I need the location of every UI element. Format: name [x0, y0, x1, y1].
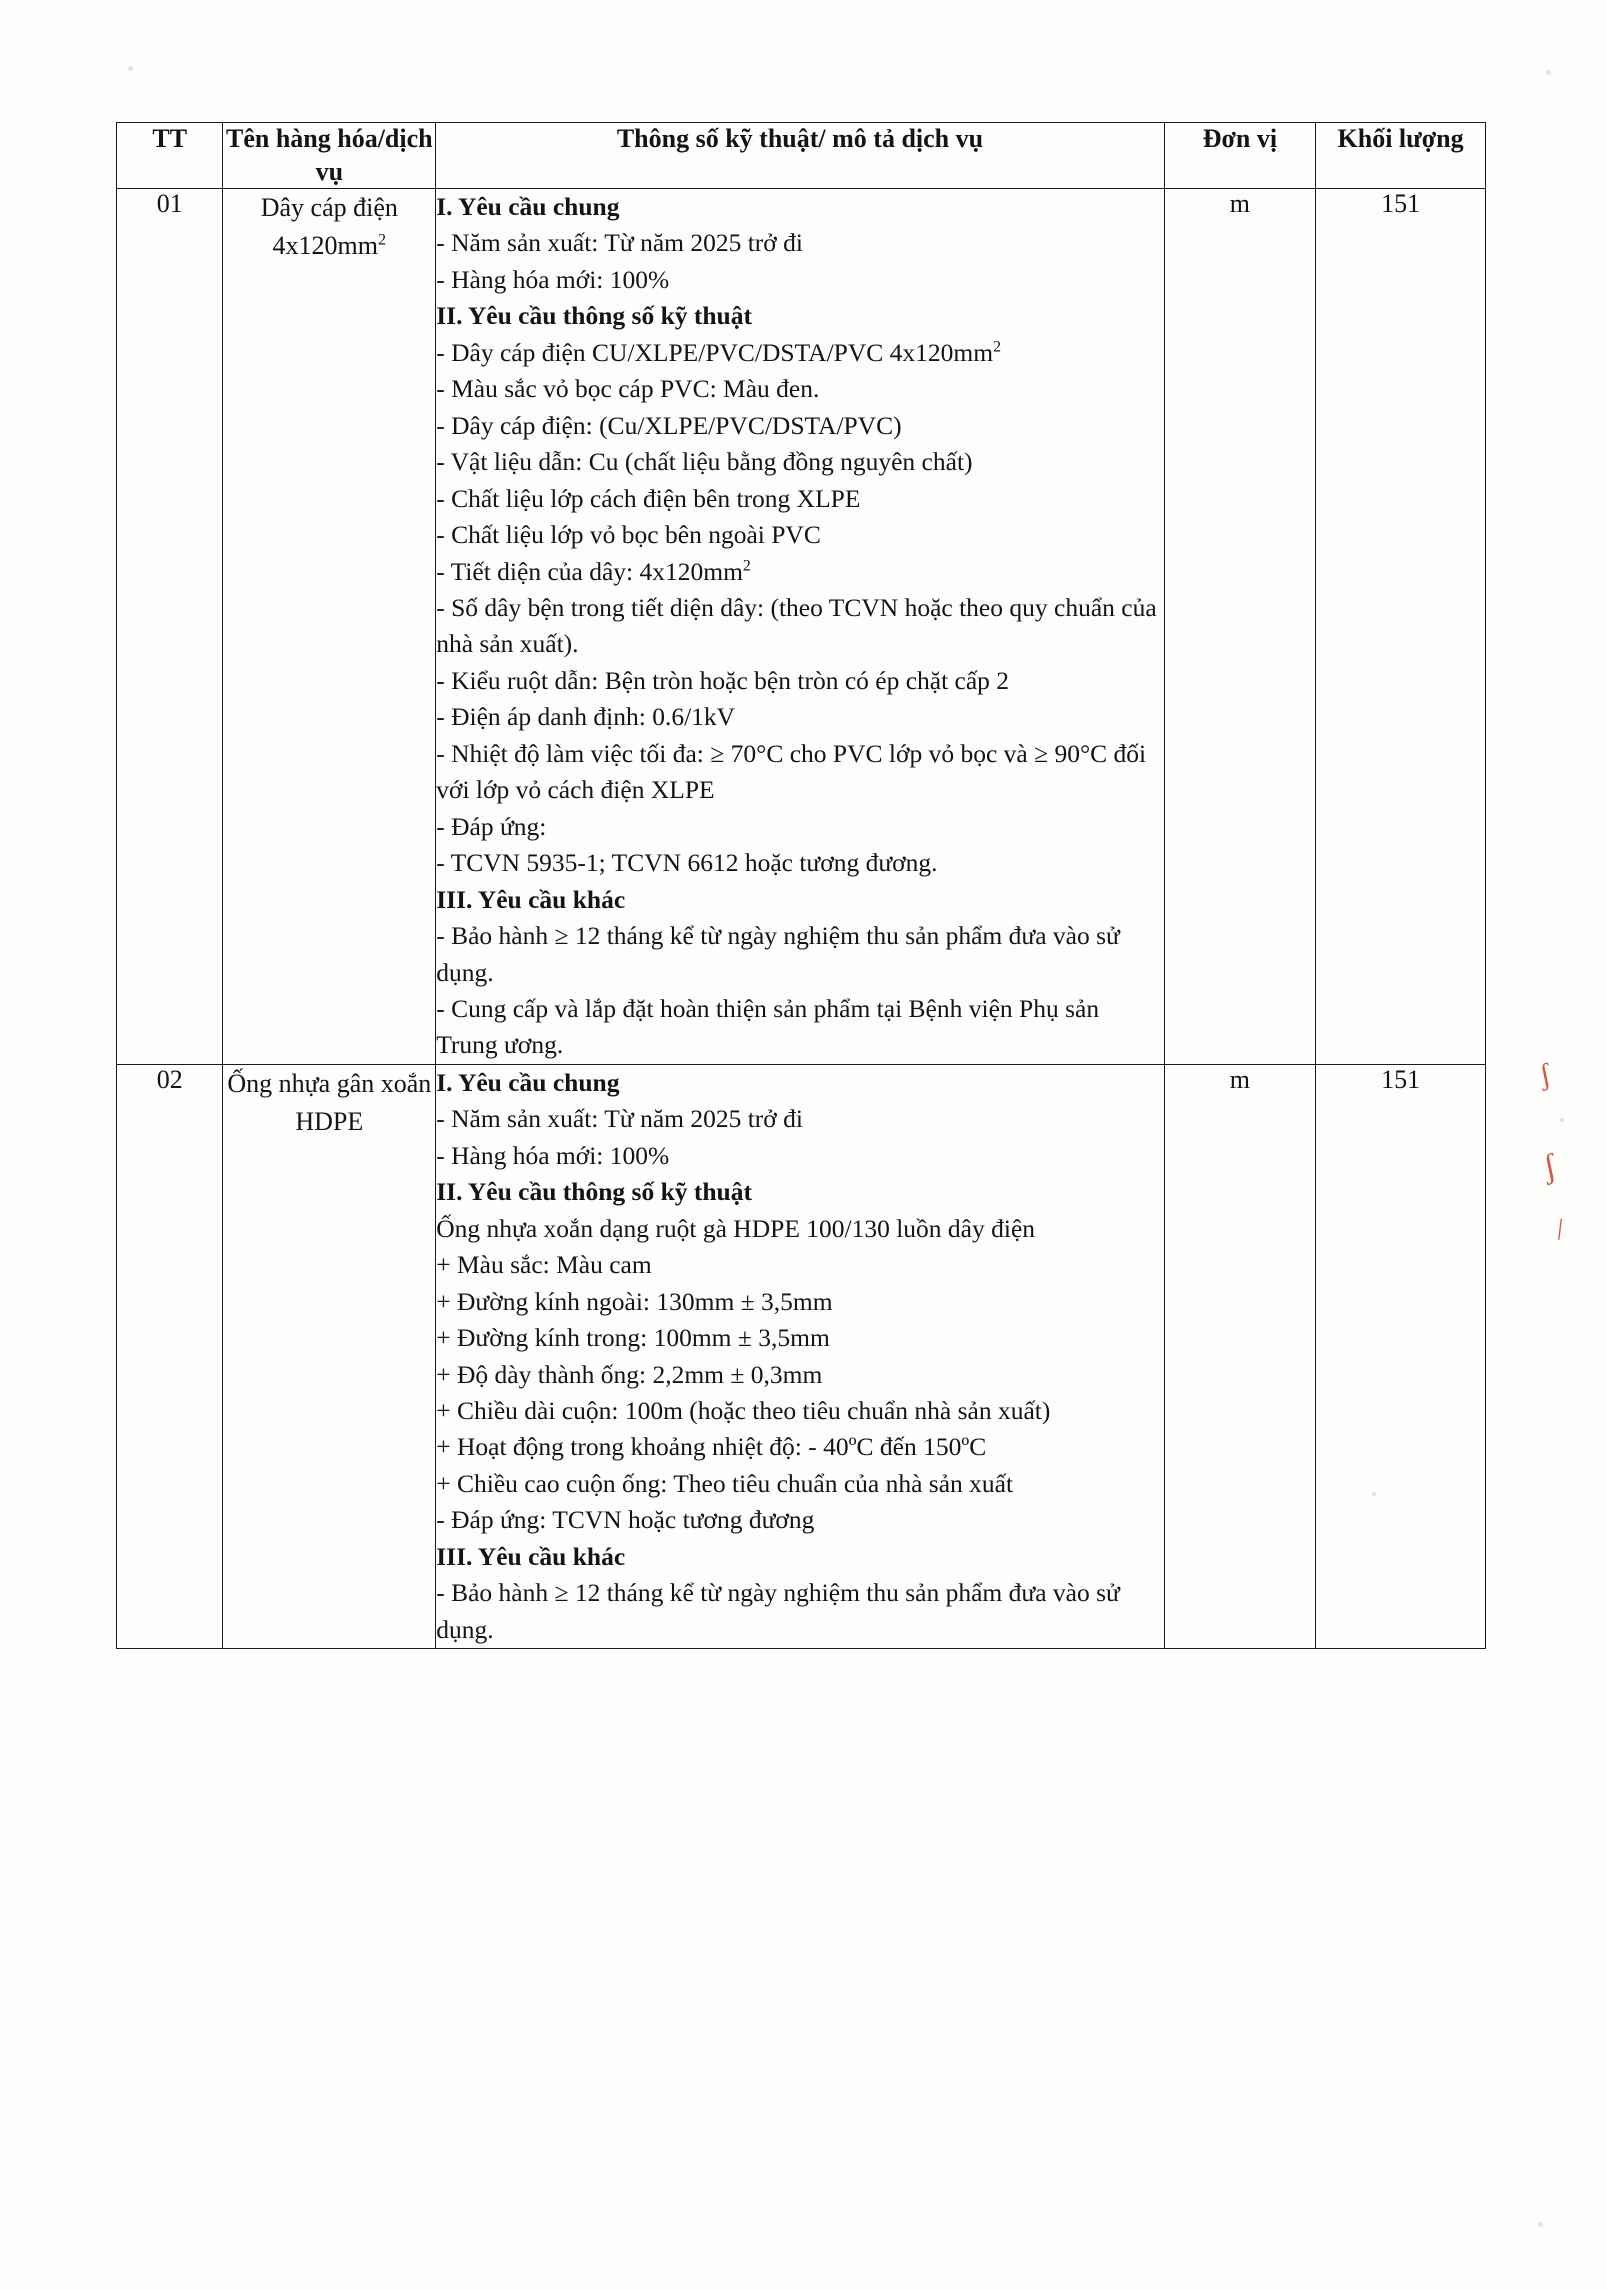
spec-line: + Đường kính ngoài: 130mm ± 3,5mm	[436, 1286, 833, 1316]
scan-speckle	[1560, 1118, 1564, 1122]
handwritten-mark: ʃ	[1540, 1147, 1559, 1186]
table-row	[117, 1064, 1486, 1648]
spec-line: - Chất liệu lớp cách điện bên trong XLPE	[436, 483, 861, 513]
table-header	[117, 123, 1486, 189]
scan-speckle	[1538, 2222, 1543, 2227]
spec-line: - Đáp ứng:	[436, 811, 547, 841]
spec-line: + Màu sắc: Màu cam	[436, 1250, 652, 1280]
handwritten-mark: /	[1552, 1212, 1568, 1247]
spec-line: + Độ dày thành ống: 2,2mm ± 0,3mm	[436, 1359, 823, 1389]
spec-line: - Nhiệt độ làm việc tối đa: ≥ 70°C cho PVC lớp vỏ bọc và ≥ 90°C đối với lớp vỏ cách điện XLPE	[436, 738, 1153, 805]
spec-line: - Năm sản xuất: Từ năm 2025 trở đi	[436, 1104, 803, 1134]
row-item-name	[223, 189, 436, 1065]
spec-line: - Số dây bện trong tiết diện dây: (theo TCVN hoặc theo quy chuẩn của nhà sản xuất).	[436, 592, 1164, 659]
spec-line: - Hàng hóa mới: 100%	[436, 1140, 670, 1170]
scan-speckle	[128, 66, 133, 71]
spec-line: - Dây cáp điện: (Cu/XLPE/PVC/DSTA/PVC)	[436, 410, 902, 440]
spec-line: - TCVN 5935-1; TCVN 6612 hoặc tương đương.	[436, 848, 938, 878]
spec-line: - Màu sắc vỏ bọc cáp PVC: Màu đen.	[436, 374, 820, 404]
row-specification	[436, 189, 1164, 1065]
spec-line: + Hoạt động trong khoảng nhiệt độ: - 40ºC đến 150ºC	[436, 1432, 987, 1462]
row-tt: 02	[117, 1064, 223, 1648]
column-header-tt: TT	[117, 123, 223, 189]
row-item-name	[223, 1064, 436, 1648]
spec-line: + Đường kính trong: 100mm ± 3,5mm	[436, 1323, 830, 1353]
spec-line: - Bảo hành ≥ 12 tháng kể từ ngày nghiệm thu sản phẩm đưa vào sử dụng.	[436, 921, 1127, 987]
column-header-spec: Thông số kỹ thuật/ mô tả dịch vụ	[436, 123, 1164, 189]
spec-line: III. Yêu cầu khác	[436, 1541, 626, 1571]
spec-line: Ống nhựa xoắn dạng ruột gà HDPE 100/130 luồn dây điện	[436, 1213, 1036, 1243]
table-header-row	[117, 123, 1486, 189]
spec-line: I. Yêu cầu chung	[436, 192, 620, 221]
spec-line: - Năm sản xuất: Từ năm 2025 trở đi	[436, 228, 803, 258]
spec-line: - Tiết diện của dây: $4x120mm^2$	[436, 556, 751, 586]
row-unit: m	[1164, 189, 1315, 1065]
scan-speckle	[1546, 70, 1551, 75]
spec-line: - Đáp ứng: TCVN hoặc tương đương	[436, 1505, 815, 1535]
row-item-name-text: Ống nhựa gân xoắn HDPE	[227, 1068, 432, 1136]
table-row	[117, 189, 1486, 1065]
spec-line: + Chiều dài cuộn: 100m (hoặc theo tiêu chuẩn nhà sản xuất)	[436, 1395, 1051, 1425]
table-body	[117, 189, 1486, 1649]
spec-line: - Điện áp danh định: 0.6/1kV	[436, 702, 736, 732]
spec-line: - Bảo hành ≥ 12 tháng kể từ ngày nghiệm thu sản phẩm đưa vào sử dụng.	[436, 1578, 1127, 1644]
row-item-name-text: Dây cáp điện $4x120mm^2$	[260, 193, 398, 260]
spec-line: I. Yêu cầu chung	[436, 1067, 620, 1097]
column-header-name: Tên hàng hóa/dịch vụ	[223, 123, 436, 189]
spec-line: II. Yêu cầu thông số kỹ thuật	[436, 1177, 752, 1207]
column-header-quantity: Khối lượng	[1316, 123, 1486, 189]
spec-line: - Vật liệu dẫn: Cu (chất liệu bằng đồng nguyên chất)	[436, 447, 973, 477]
spec-line: + Chiều cao cuộn ống: Theo tiêu chuẩn của nhà sản xuất	[436, 1468, 1014, 1498]
specification-table	[116, 122, 1486, 1649]
row-tt: 01	[117, 189, 223, 1065]
spec-line: III. Yêu cầu khác	[436, 884, 626, 914]
row-quantity: 151	[1316, 1064, 1486, 1648]
row-quantity: 151	[1316, 189, 1486, 1065]
spec-line: - Kiểu ruột dẫn: Bện tròn hoặc bện tròn có ép chặt cấp 2	[436, 665, 1010, 695]
row-specification	[436, 1064, 1164, 1648]
row-unit: m	[1164, 1064, 1315, 1648]
column-header-unit: Đơn vị	[1164, 123, 1315, 189]
spec-line: II. Yêu cầu thông số kỹ thuật	[436, 301, 752, 331]
spec-line: - Hàng hóa mới: 100%	[436, 264, 670, 294]
spec-line: - Chất liệu lớp vỏ bọc bên ngoài PVC	[436, 520, 821, 550]
spec-line: - Cung cấp và lắp đặt hoàn thiện sản phẩm tại Bệnh viện Phụ sản Trung ương.	[436, 993, 1105, 1060]
spec-line: - Dây cáp điện CU/XLPE/PVC/DSTA/PVC $4x120mm^2$	[436, 337, 1001, 367]
handwritten-mark: ʃ	[1536, 1057, 1554, 1092]
